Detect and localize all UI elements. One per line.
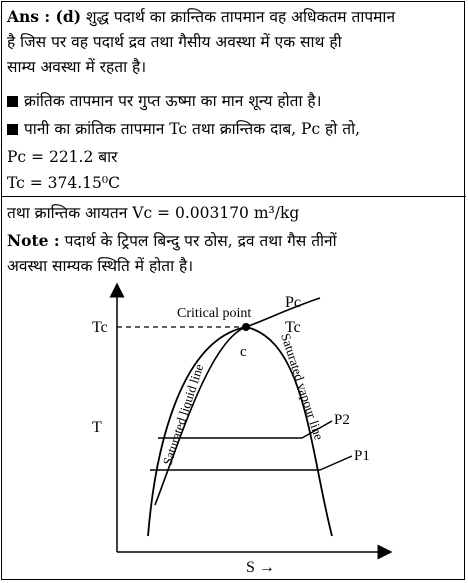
bullet-1 (7, 90, 322, 112)
bullet-1-text: क्रांतिक तापमान पर गुप्त ऊष्मा का मान शून्य होता है। (24, 92, 322, 110)
square-bullet-icon (7, 124, 18, 135)
square-bullet-icon (7, 96, 18, 107)
answer-label: Ans : (d) (7, 7, 82, 26)
p1-label: P1 (354, 448, 370, 464)
answer-line-2: है जिस पर वह पदार्थ द्रव तथा गैसीय अवस्था में एक साथ ही (7, 33, 342, 51)
bullet-2 (7, 118, 360, 140)
s-axis-label: S → (246, 559, 275, 576)
critical-point-dot (242, 323, 250, 331)
p2-label: P2 (334, 412, 350, 428)
note-line-2: अवस्था साम्यक स्थिति में होता है। (7, 257, 194, 275)
t-axis-label: T (92, 419, 102, 436)
note-label: Note : (7, 231, 60, 250)
liquid-line-label: Saturated liquid line (159, 362, 207, 467)
answer-text-1: शुद्ध पदार्थ का क्रान्तिक तापमान वह अधिकतम तापमान (85, 8, 396, 26)
pc-label: Pc (285, 294, 301, 311)
note-line-1 (7, 230, 337, 252)
tc-value: Tc = 374.15⁰C (7, 174, 120, 192)
volume-line: तथा क्रान्तिक आयतन Vc = 0.003170 m³/kg (7, 204, 300, 222)
pc-value: Pc = 221.2 बार (7, 148, 118, 166)
ts-diagram (70, 280, 400, 580)
vapour-line-label: Saturated vapour line (278, 331, 327, 442)
answer-line-3: साम्य अवस्था में रहता है। (7, 58, 147, 76)
answer-line-1 (7, 6, 395, 28)
critical-point-label: Critical point (177, 306, 252, 321)
tc-top-label: Tc (285, 319, 301, 336)
c-label: c (240, 344, 247, 360)
tc-axis-label: Tc (92, 319, 108, 336)
note-text-1: पदार्थ के ट्रिपल बिन्दु पर ठोस, द्रव तथा गैस तीनों (64, 232, 337, 250)
divider (1, 196, 466, 197)
p1-isobar-rise (320, 456, 352, 470)
bullet-2-text: पानी का क्रांतिक तापमान Tc तथा क्रान्तिक दाब, Pc हो तो, (24, 120, 361, 138)
